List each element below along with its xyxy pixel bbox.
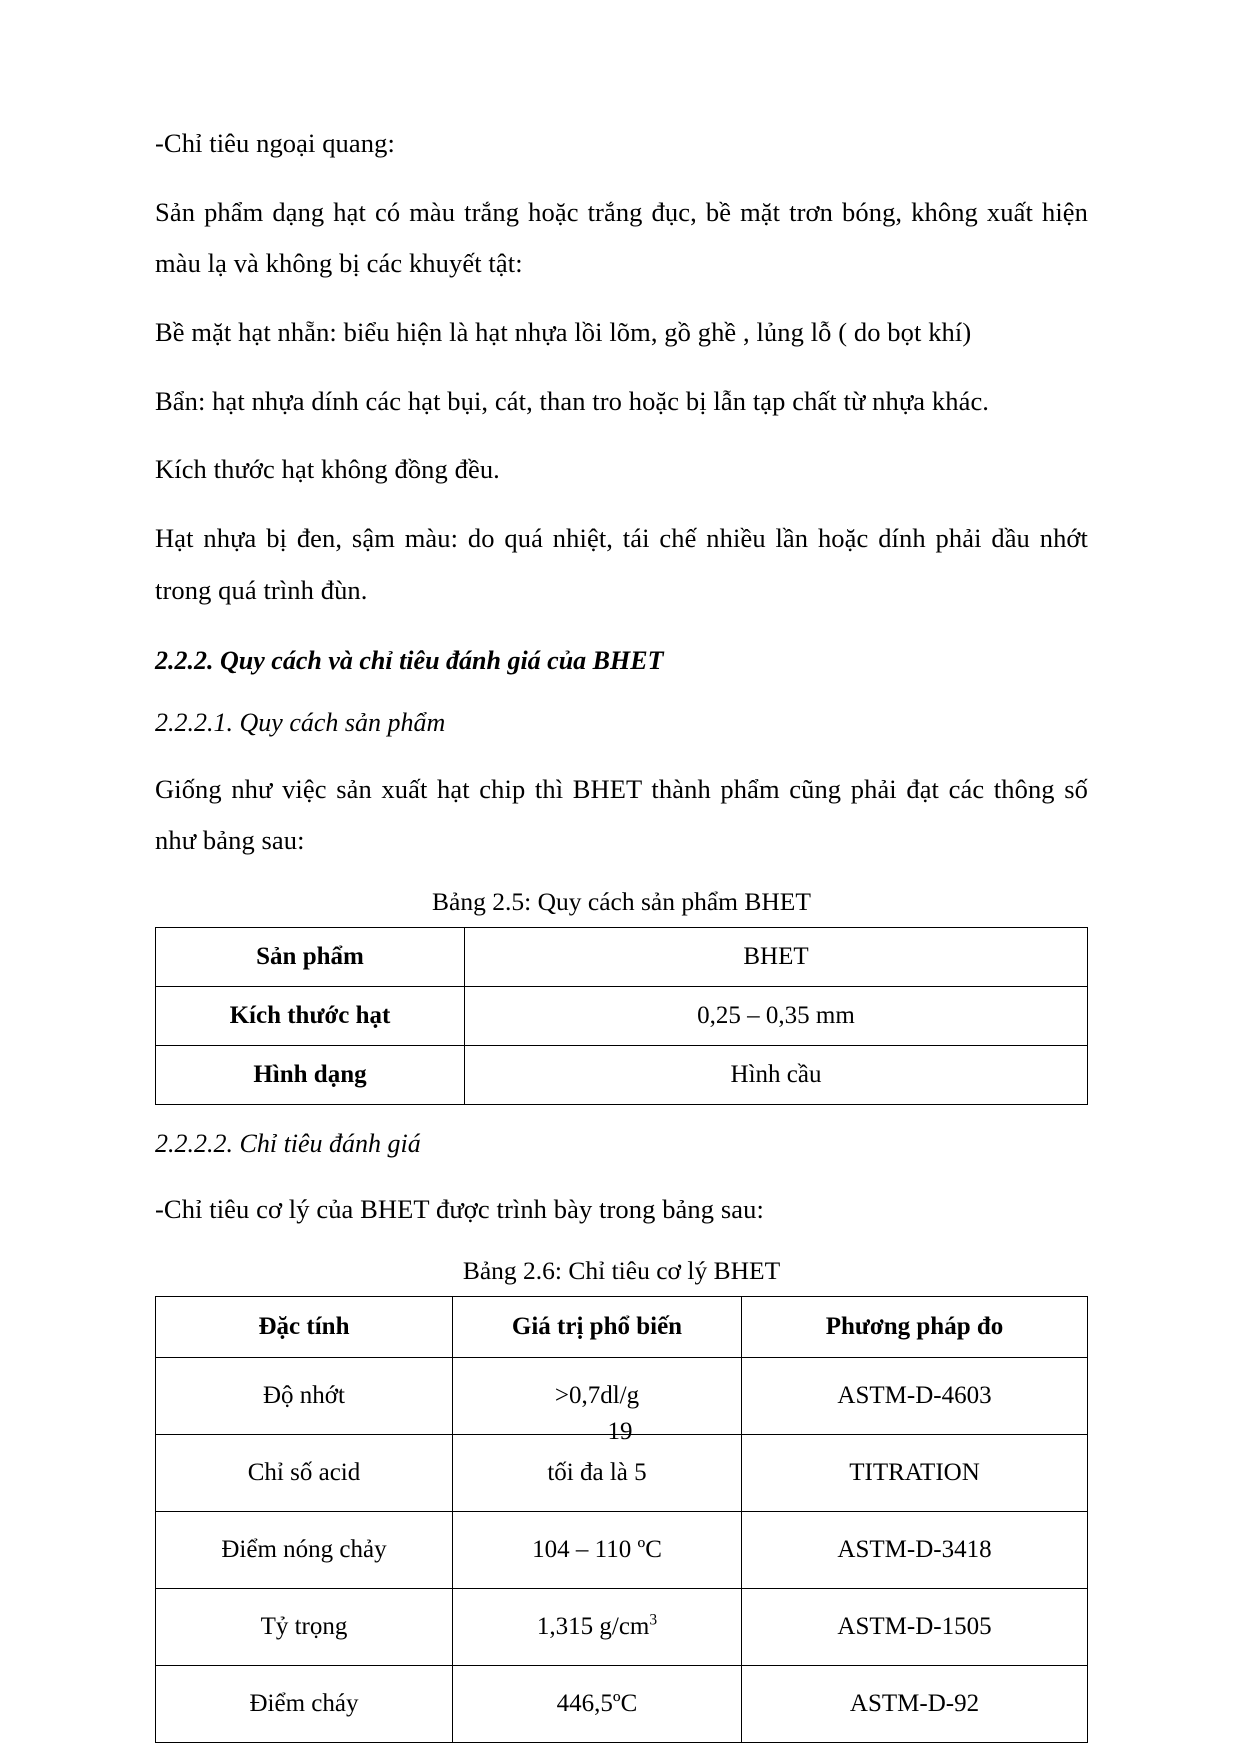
table-row bbox=[156, 927, 1088, 986]
value-text: tối đa là 5 bbox=[547, 1458, 647, 1486]
paragraph-product-appearance: Sản phẩm dạng hạt có màu trắng hoặc trắng đục, bề mặt trơn bóng, không xuất hiện màu lạ và không bị các khuyết tật: bbox=[155, 196, 1088, 279]
paragraph-mech-criteria-intro: -Chỉ tiêu cơ lý của BHET được trình bày trong bảng sau: bbox=[155, 1194, 764, 1225]
table-cell-property: Điểm cháy bbox=[156, 1665, 453, 1742]
heading-2-2-2-1: 2.2.2.1. Quy cách sản phẩm bbox=[155, 707, 446, 737]
heading-2-2-2: 2.2.2. Quy cách và chỉ tiêu đánh giá của BHET bbox=[155, 646, 664, 676]
value-text: >0,7dl/g bbox=[554, 1381, 640, 1409]
table-cell-method: TITRATION bbox=[742, 1434, 1088, 1511]
heading-2-2-2-2: 2.2.2.2. Chỉ tiêu đánh giá bbox=[155, 1128, 421, 1158]
table-cell-property: Độ nhớt bbox=[156, 1357, 453, 1434]
table-cell-value bbox=[453, 1511, 742, 1588]
table-header-row bbox=[156, 1296, 1088, 1357]
page-number: 19 bbox=[607, 1418, 633, 1445]
table-cell-label: Hình dạng bbox=[156, 1045, 465, 1104]
table-row bbox=[156, 1665, 1088, 1742]
table-cell-value bbox=[453, 1665, 742, 1742]
paragraph-surface-smoothness: Bề mặt hạt nhẵn: biểu hiện là hạt nhựa lồi lõm, gồ ghề , lủng lỗ ( do bọt khí) bbox=[155, 317, 972, 348]
table-row bbox=[156, 1588, 1088, 1665]
value-text: 446,5ºC bbox=[556, 1689, 638, 1717]
table-cell-method: ASTM-D-1505 bbox=[742, 1588, 1088, 1665]
table-cell-method: ASTM-D-4603 bbox=[742, 1357, 1088, 1434]
table-row bbox=[156, 1045, 1088, 1104]
table-caption-2-6: Bảng 2.6: Chỉ tiêu cơ lý BHET bbox=[462, 1255, 781, 1285]
table-cell-method: ASTM-D-3418 bbox=[742, 1511, 1088, 1588]
table-cell-label: Kích thước hạt bbox=[156, 986, 465, 1045]
table-cell-method: ASTM-D-92 bbox=[742, 1665, 1088, 1742]
value-text: 1,315 g/cm bbox=[536, 1612, 650, 1640]
table-cell-property: Điểm nóng chảy bbox=[156, 1511, 453, 1588]
table-2-6-mechanical-properties bbox=[155, 1296, 1088, 1743]
table-header-property: Đặc tính bbox=[156, 1296, 453, 1357]
table-header-method: Phương pháp đo bbox=[742, 1296, 1088, 1357]
table-2-5-product-spec bbox=[155, 927, 1088, 1105]
table-header-value: Giá trị phổ biến bbox=[453, 1296, 742, 1357]
table-cell-property: Chỉ số acid bbox=[156, 1434, 453, 1511]
table-cell-label: Sản phẩm bbox=[156, 927, 465, 986]
value-text: 104 – 110 ºC bbox=[532, 1535, 662, 1563]
paragraph-bhet-spec-intro: Giống như việc sản xuất hạt chip thì BHET thành phẩm cũng phải đạt các thông số như bảng sau: bbox=[155, 773, 1088, 856]
table-cell-value: 0,25 – 0,35 mm bbox=[465, 986, 1088, 1045]
table-cell-value: BHET bbox=[465, 927, 1088, 986]
value-superscript: 3 bbox=[649, 1611, 658, 1629]
table-row bbox=[156, 986, 1088, 1045]
table-cell-value: Hình cầu bbox=[465, 1045, 1088, 1104]
paragraph-visual-criteria-label: -Chỉ tiêu ngoại quang: bbox=[155, 128, 395, 158]
table-caption-2-5: Bảng 2.5: Quy cách sản phẩm BHET bbox=[432, 886, 811, 916]
table-row bbox=[156, 1511, 1088, 1588]
paragraph-particle-size-uneven: Kích thước hạt không đồng đều. bbox=[155, 454, 500, 485]
table-cell-value bbox=[453, 1588, 742, 1665]
paragraph-dirty: Bẩn: hạt nhựa dính các hạt bụi, cát, than tro hoặc bị lẫn tạp chất từ nhựa khác. bbox=[155, 385, 990, 416]
paragraph-dark-pellets: Hạt nhựa bị đen, sậm màu: do quá nhiệt, tái chế nhiều lần hoặc dính phải dầu nhớt trong quá trình đùn. bbox=[155, 523, 1088, 605]
table-cell-property: Tỷ trọng bbox=[156, 1588, 453, 1665]
